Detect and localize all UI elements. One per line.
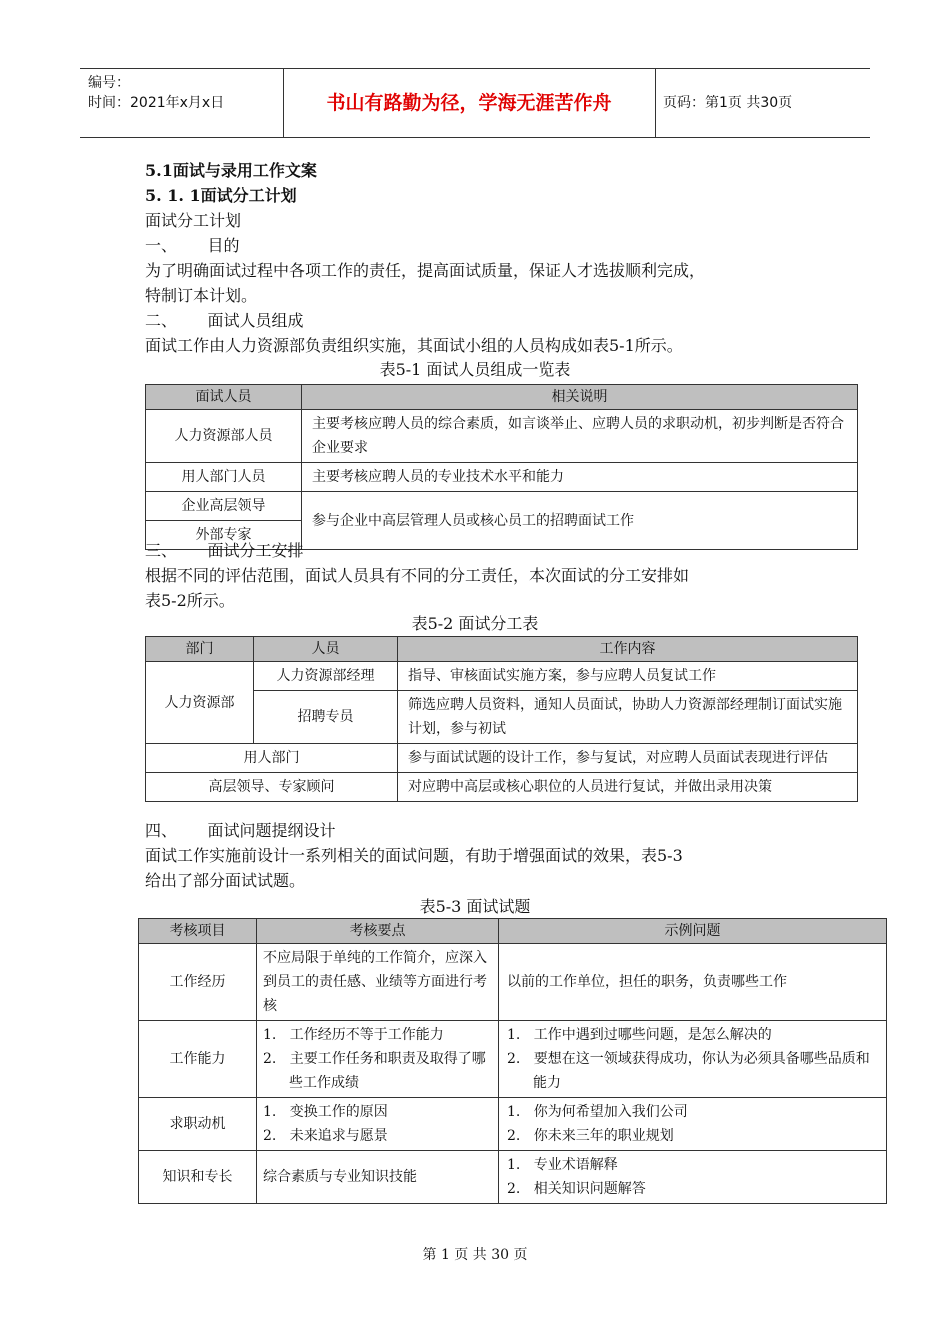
table2-caption: 表5-2 面试分工表 [411, 614, 539, 633]
item-cell: 知识和专长 [139, 1151, 257, 1204]
table-row [146, 463, 858, 492]
column-header: 部门 [146, 637, 254, 662]
header-page-info: 页码：第1页 共30页 [663, 95, 793, 111]
work-cell: 参与面试试题的设计工作，参与复试，对应聘人员面试表现进行评估 [398, 744, 858, 773]
points-cell: 综合素质与专业知识技能 [257, 1151, 499, 1204]
table1-caption: 表5-1 面试人员组成一览表 [379, 360, 571, 379]
example-item: 1. 专业术语解释 [507, 1157, 618, 1173]
example-item: 2. 你未来三年的职业规划 [507, 1128, 674, 1144]
heading-assignment: 三、 面试分工安排 [145, 541, 304, 560]
desc-cell: 主要考核应聘人员的综合素质，如言谈举止、应聘人员的求职动机，初步判断是否符合企业要求 [302, 410, 858, 463]
work-cell: 筛选应聘人员资料，通知人员面试，协助人力资源部经理制订面试实施计划，参与初试 [398, 691, 858, 744]
item-cell: 工作能力 [139, 1021, 257, 1098]
intro-text [145, 158, 805, 382]
table3-caption: 表5-3 面试试题 [419, 897, 531, 916]
table-header-row [146, 385, 858, 410]
table-row [146, 492, 858, 521]
column-header: 考核要点 [257, 919, 499, 944]
point-item: 1. 工作经历不等于工作能力 [263, 1027, 444, 1043]
assignment-line-2: 表5-2所示。 [145, 591, 235, 610]
table-header-row [146, 637, 858, 662]
header-time: 时间：2021年x月x日 [88, 95, 225, 111]
table-row [146, 773, 858, 802]
assignment-line-1: 根据不同的评估范围，面试人员具有不同的分工责任，本次面试的分工安排如 [145, 566, 690, 585]
dept-cell: 人力资源部 [146, 662, 254, 744]
person-cell: 招聘专员 [254, 691, 398, 744]
table-questions [138, 918, 887, 1204]
table-row [146, 410, 858, 463]
examples-cell [499, 1151, 887, 1204]
heading-purpose: 一、 目的 [145, 236, 240, 255]
role-cell: 人力资源部人员 [146, 410, 302, 463]
column-header: 面试人员 [146, 385, 302, 410]
purpose-line-2: 特制订本计划。 [145, 286, 258, 305]
members-line-1: 面试工作由人力资源部负责组织实施，其面试小组的人员构成如表5-1所示。 [145, 336, 683, 355]
table-row [139, 944, 887, 1021]
desc-cell: 参与企业中高层管理人员或核心员工的招聘面试工作 [302, 492, 858, 550]
example-item: 2. 相关知识问题解答 [507, 1181, 646, 1197]
table-row [139, 1021, 887, 1098]
header-number: 编号： [88, 75, 130, 91]
column-header: 人员 [254, 637, 398, 662]
section-title: 5.1面试与录用工作文案 [145, 161, 317, 180]
examples-cell [499, 1098, 887, 1151]
questions-line-2: 给出了部分面试试题。 [145, 871, 306, 890]
column-header: 工作内容 [398, 637, 858, 662]
item-cell: 工作经历 [139, 944, 257, 1021]
column-header: 示例问题 [499, 919, 887, 944]
section4-text [145, 818, 683, 893]
table-interviewers [145, 384, 858, 550]
example-item: 1. 工作中遇到过哪些问题，是怎么解决的 [507, 1027, 772, 1043]
role-cell: 用人部门人员 [146, 463, 302, 492]
item-cell: 求职动机 [139, 1098, 257, 1151]
desc-cell: 主要考核应聘人员的专业技术水平和能力 [302, 463, 858, 492]
column-header: 相关说明 [302, 385, 858, 410]
dept-cell: 高层领导、专家顾问 [146, 773, 398, 802]
point-item: 1. 变换工作的原因 [263, 1104, 388, 1120]
heading-questions: 四、 面试问题提纲设计 [145, 821, 336, 840]
example-item: 1. 你为何希望加入我们公司 [507, 1104, 688, 1120]
heading-members: 二、 面试人员组成 [145, 311, 304, 330]
table-row [139, 1151, 887, 1204]
header-divider [655, 69, 656, 137]
example-item: 2. 要想在这一领域获得成功，你认为必须具备哪些品质和能力 [507, 1051, 870, 1091]
page-header [80, 68, 870, 138]
section3-text [145, 538, 689, 613]
page-footer: 第 1 页 共 30 页 [422, 1247, 528, 1263]
table-row [146, 744, 858, 773]
header-motto: 书山有路勤为径，学海无涯苦作舟 [326, 92, 612, 114]
point-item: 2. 主要工作任务和职责及取得了哪些工作成绩 [263, 1051, 486, 1091]
role-cell: 外部专家 [146, 521, 302, 550]
examples-cell [499, 1021, 887, 1098]
table-row [139, 1098, 887, 1151]
point-item: 2. 未来追求与愿景 [263, 1128, 388, 1144]
plan-name: 面试分工计划 [145, 211, 242, 230]
table-header-row [139, 919, 887, 944]
table-row [146, 662, 858, 691]
person-cell: 人力资源部经理 [254, 662, 398, 691]
questions-line-1: 面试工作实施前设计一系列相关的面试问题，有助于增强面试的效果，表5-3 [145, 846, 683, 865]
header-meta [88, 73, 224, 113]
points-cell [257, 1098, 499, 1151]
purpose-line-1: 为了明确面试过程中各项工作的责任，提高面试质量，保证人才选拔顺利完成， [145, 261, 706, 280]
column-header: 考核项目 [139, 919, 257, 944]
work-cell: 指导、审核面试实施方案，参与应聘人员复试工作 [398, 662, 858, 691]
section-subtitle: 5. 1. 1面试分工计划 [145, 186, 297, 205]
points-cell: 不应局限于单纯的工作简介，应深入到员工的责任感、业绩等方面进行考核 [257, 944, 499, 1021]
examples-cell: 以前的工作单位，担任的职务，负责哪些工作 [499, 944, 887, 1021]
points-cell [257, 1021, 499, 1098]
role-cell: 企业高层领导 [146, 492, 302, 521]
work-cell: 对应聘中高层或核心职位的人员进行复试，并做出录用决策 [398, 773, 858, 802]
dept-cell: 用人部门 [146, 744, 398, 773]
table-division [145, 636, 858, 802]
